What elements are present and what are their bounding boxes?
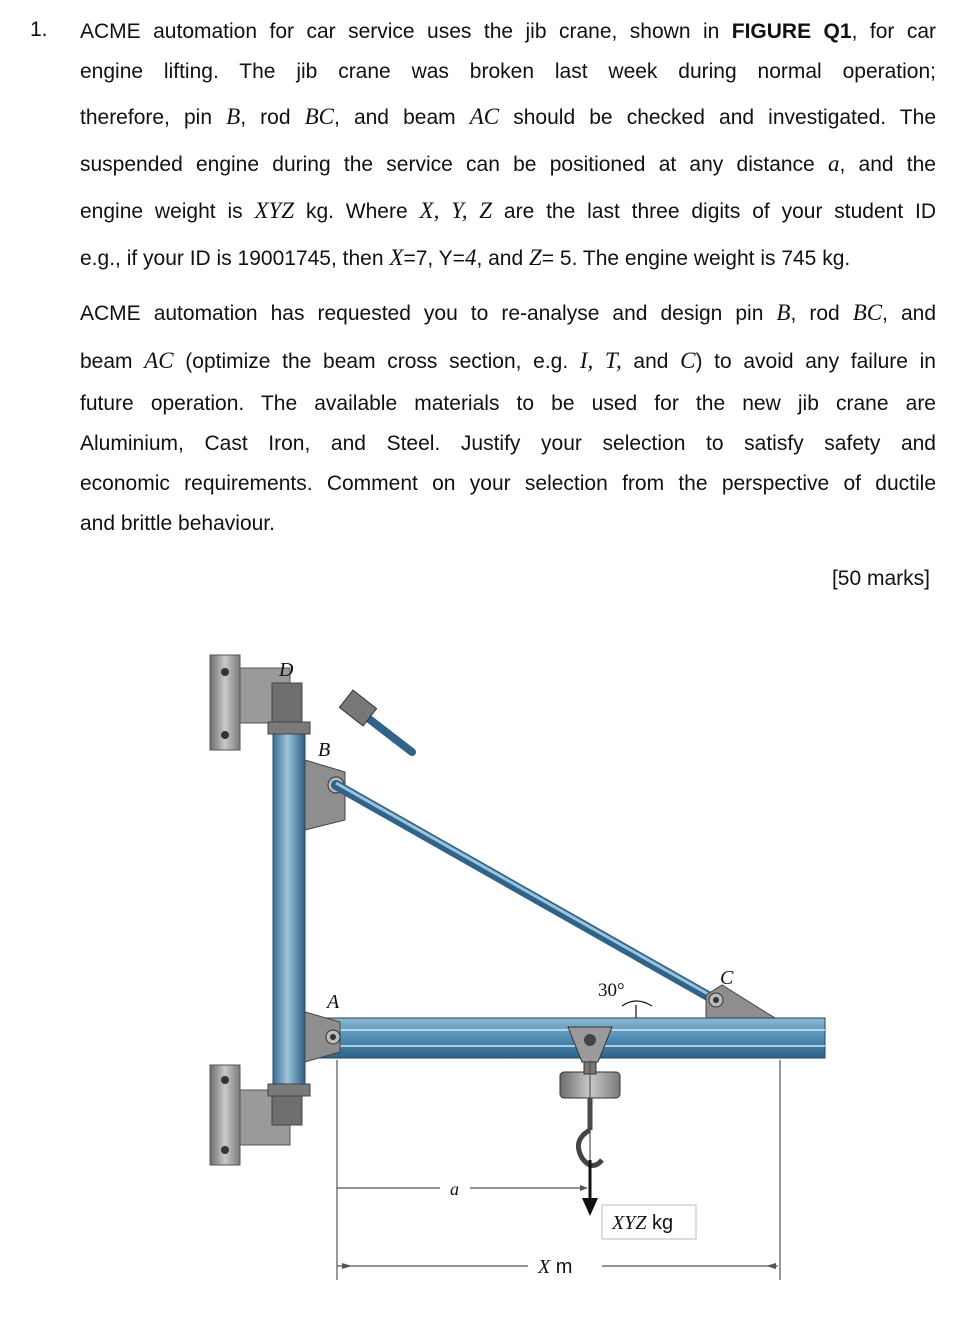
text-span: , and: [882, 302, 937, 325]
angle-label: 30°: [598, 980, 625, 1001]
column: [273, 722, 305, 1096]
text-span: economic requirements. Comment on your selection from the perspective of ductile: [80, 472, 936, 495]
text-span: are the last three digits of your student ID: [492, 200, 937, 223]
dimension-a: [337, 1060, 590, 1280]
text-span: e.g., if your ID is 19001745, then: [80, 247, 390, 270]
dimension-X: [337, 1060, 780, 1280]
text-span: C: [680, 348, 696, 373]
text-span: Aluminium, Cast Iron, and Steel. Justify your selection to satisfy safety and: [80, 432, 936, 455]
text-span: = 5. The engine weight is 745 kg.: [541, 247, 851, 270]
question-number: 1.: [30, 18, 48, 41]
text-span: Z: [529, 245, 542, 270]
text-span: , for car: [851, 20, 937, 43]
text-span: kg. Where: [294, 200, 420, 223]
bracket-C: [706, 985, 775, 1018]
text-span: B: [226, 104, 241, 129]
text-span: 4: [464, 245, 477, 270]
text-span: AC: [469, 104, 500, 129]
text-span: , rod: [240, 106, 305, 129]
text-span: X, Y, Z: [419, 198, 493, 223]
text-span: engine lifting. The jib crane was broken last week during normal operation;: [80, 60, 936, 83]
text-span: and: [621, 350, 681, 373]
text-span: engine weight is: [80, 200, 255, 223]
text-span: , and: [476, 247, 529, 270]
label-C: C: [720, 967, 734, 989]
text-span: beam: [80, 350, 145, 373]
text-span: a: [827, 151, 840, 176]
text-span: , and beam: [334, 106, 470, 129]
text-span: BC: [304, 104, 334, 129]
label-A: A: [327, 991, 340, 1013]
text-span: X: [389, 245, 404, 270]
text-span: ACME automation for car service uses the jib crane, shown in: [80, 20, 732, 43]
dimension-a-label: a: [450, 1179, 459, 1199]
text-span: , and the: [839, 153, 936, 176]
label-B: B: [318, 739, 331, 761]
text-span: suspended engine during the service can be positioned at any distance: [80, 153, 828, 176]
load-label: XYZ kg: [612, 1212, 674, 1234]
text-span: FIGURE Q1: [731, 20, 852, 43]
text-span: and brittle behaviour.: [80, 512, 275, 535]
bracket-B: [305, 760, 345, 830]
rod-BC: [336, 785, 715, 1000]
text-span: B: [776, 300, 791, 325]
text-span: (optimize the beam cross section, e.g.: [173, 350, 580, 373]
text-span: , rod: [790, 302, 853, 325]
text-span: XYZ: [254, 198, 295, 223]
text-span: ) to avoid any failure in: [695, 350, 936, 373]
text-span: =7, Y=: [403, 247, 465, 270]
text-span: ACME automation has requested you to re-analyse and design pin: [80, 302, 777, 325]
text-span: therefore, pin: [80, 106, 227, 129]
label-D: D: [279, 659, 294, 681]
text-span: AC: [144, 348, 174, 373]
beam-AC: [305, 1018, 825, 1058]
text-span: I, T,: [579, 348, 622, 373]
text-span: BC: [852, 300, 883, 325]
text-span: should be checked and investigated. The: [499, 106, 936, 129]
rod-end-detail: [339, 690, 412, 752]
span-label: X m: [538, 1256, 573, 1278]
text-span: future operation. The available materials to be used for the new jib crane are: [80, 392, 936, 415]
marks-label: [50 marks]: [831, 567, 930, 590]
